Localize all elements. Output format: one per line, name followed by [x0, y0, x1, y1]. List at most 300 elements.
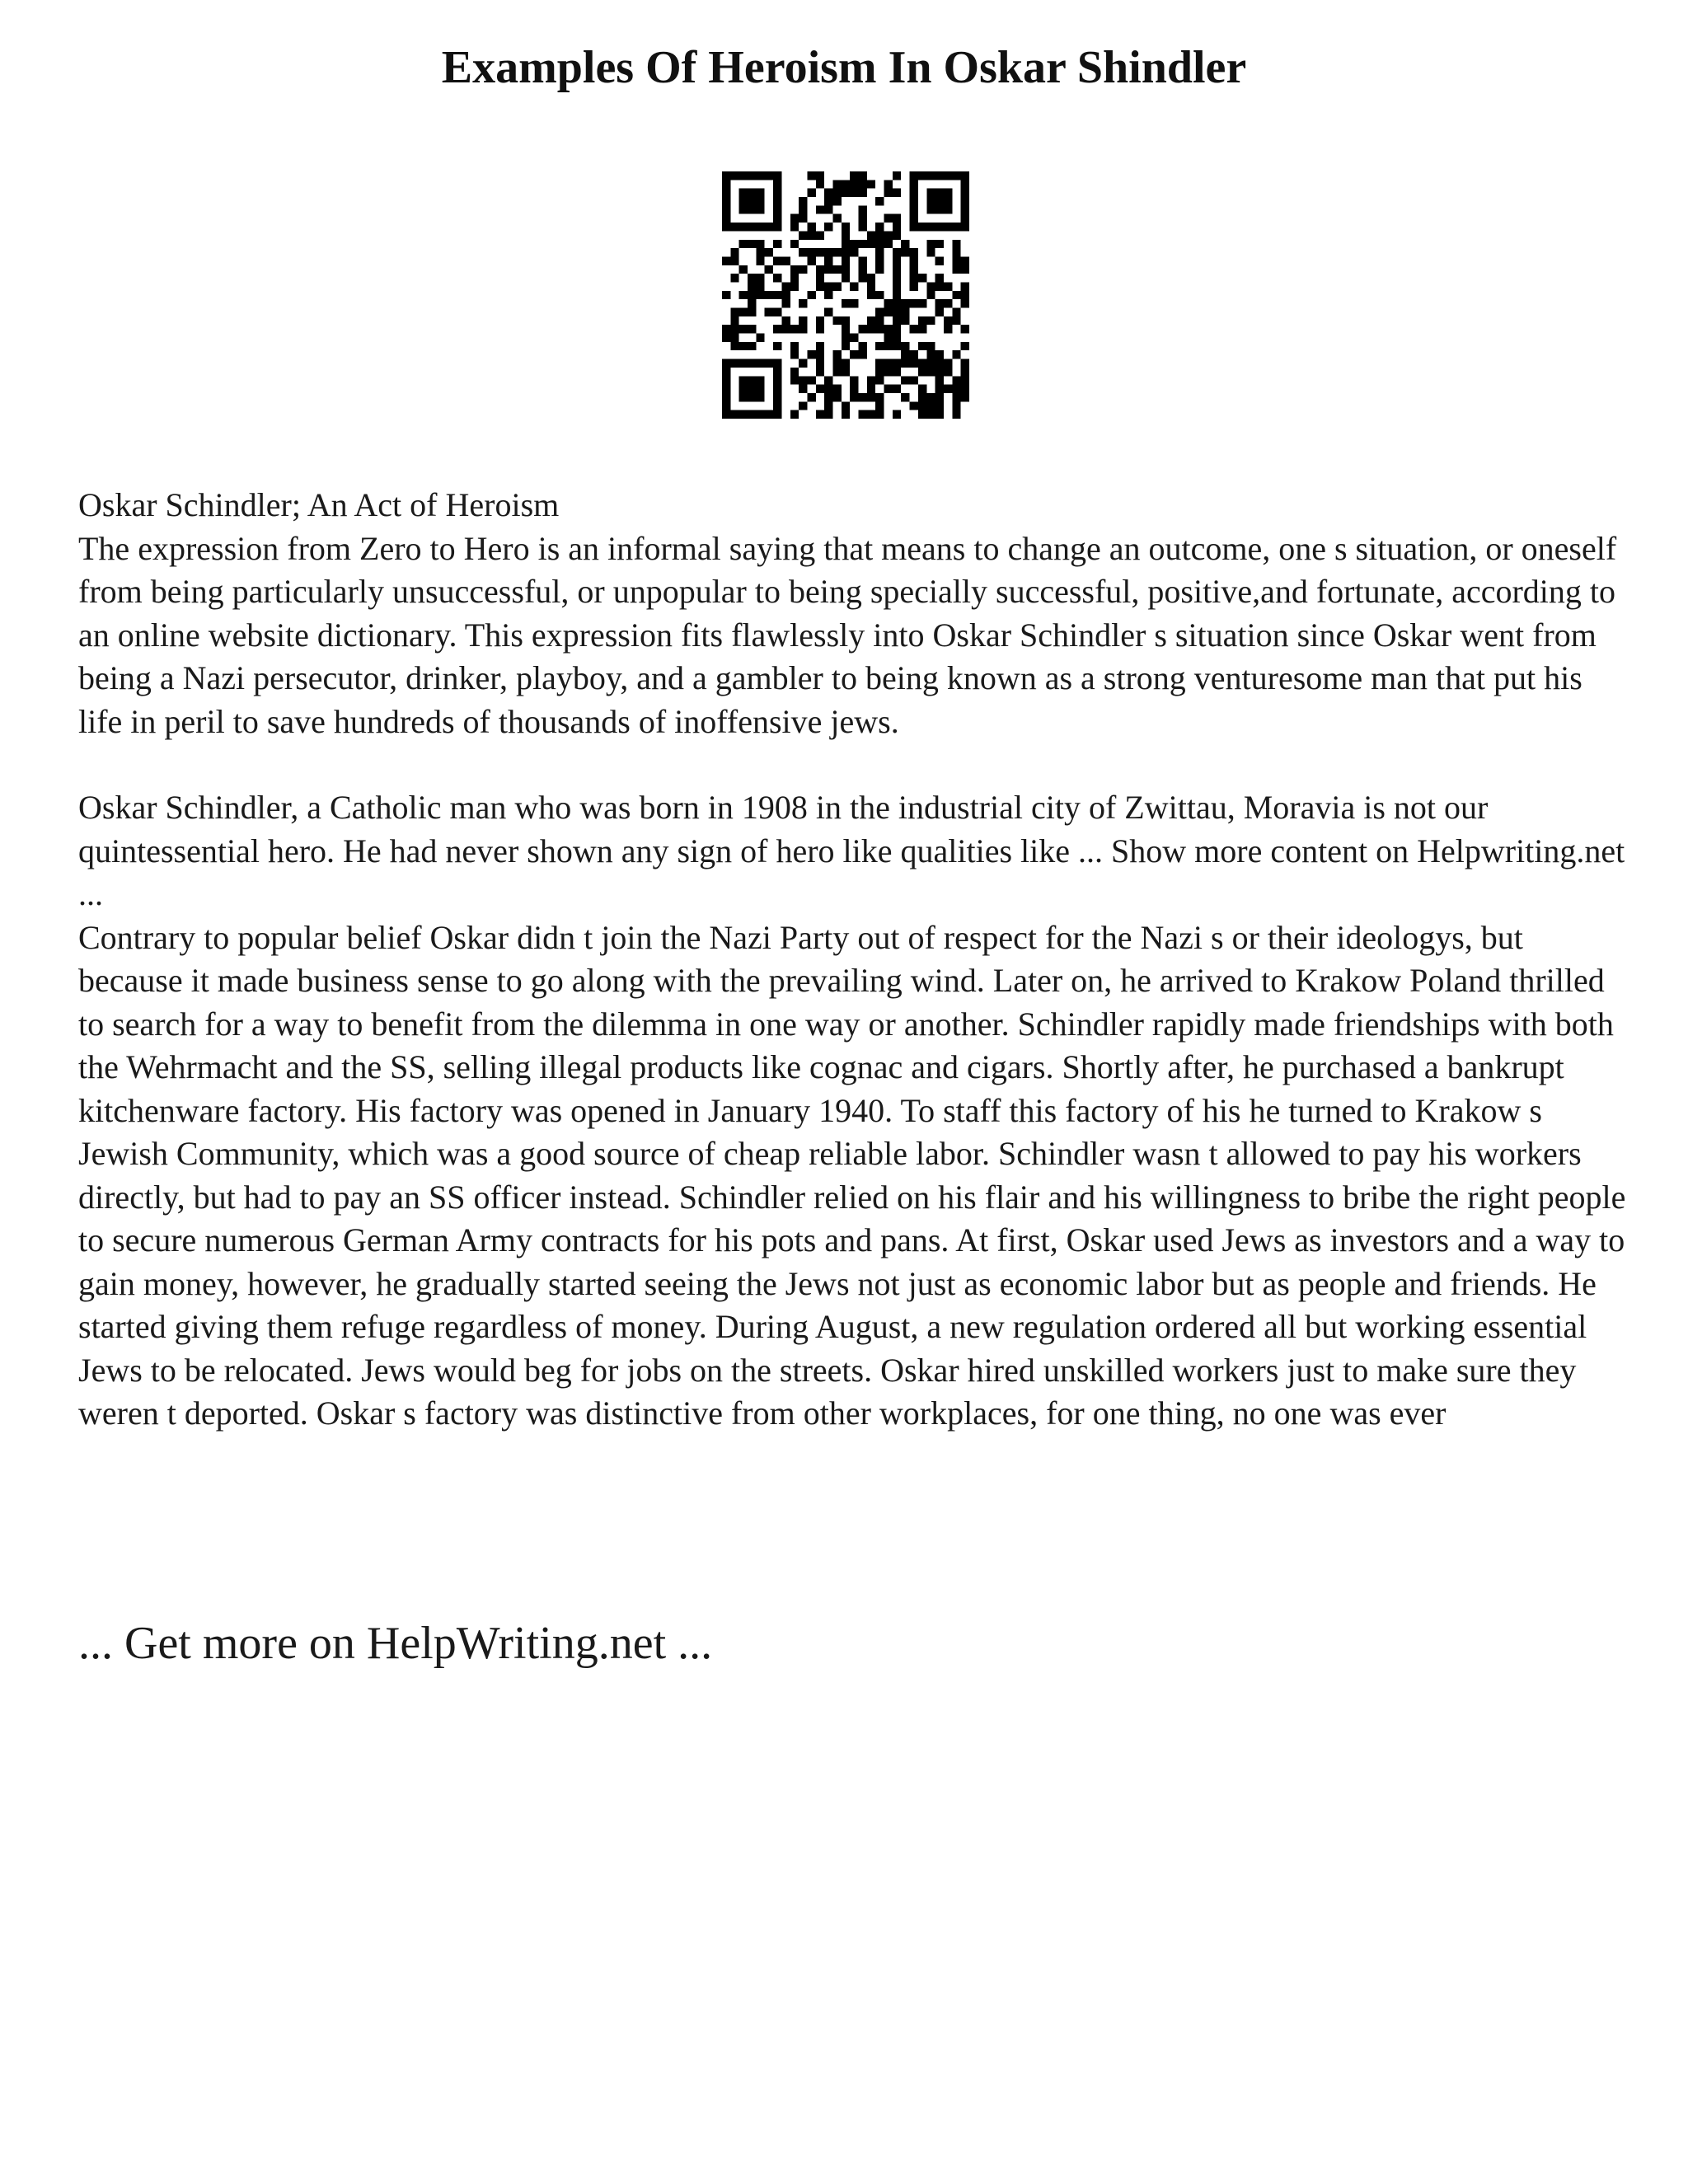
- qr-module: [961, 291, 969, 299]
- qr-module: [730, 410, 738, 419]
- qr-module: [910, 214, 918, 223]
- qr-module: [739, 205, 748, 213]
- qr-module: [765, 248, 773, 256]
- qr-module: [859, 350, 867, 359]
- qr-module: [926, 205, 935, 213]
- qr-module: [952, 401, 960, 410]
- qr-module: [799, 299, 807, 307]
- qr-module: [832, 385, 841, 393]
- qr-module: [730, 334, 738, 342]
- qr-module: [893, 189, 901, 197]
- qr-module: [961, 368, 969, 376]
- qr-module: [961, 223, 969, 231]
- qr-module: [884, 180, 893, 188]
- qr-module: [756, 410, 764, 419]
- qr-module: [859, 410, 867, 419]
- qr-module: [893, 308, 901, 316]
- qr-module: [722, 359, 730, 368]
- qr-module: [884, 214, 893, 223]
- qr-module: [816, 325, 824, 333]
- qr-module: [773, 180, 781, 188]
- qr-module: [824, 205, 832, 213]
- qr-module: [910, 205, 918, 213]
- qr-module: [875, 376, 884, 384]
- qr-module: [935, 350, 944, 359]
- qr-module: [952, 171, 960, 180]
- qr-module: [893, 368, 901, 376]
- qr-module: [893, 256, 901, 265]
- qr-module: [850, 393, 858, 401]
- qr-module: [884, 308, 893, 316]
- qr-module: [773, 189, 781, 197]
- qr-module: [910, 274, 918, 282]
- qr-module: [832, 359, 841, 368]
- qr-module: [722, 325, 730, 333]
- qr-module: [926, 171, 935, 180]
- qr-module: [850, 350, 858, 359]
- qr-module: [799, 401, 807, 410]
- qr-module: [790, 350, 799, 359]
- qr-module: [816, 368, 824, 376]
- qr-module: [859, 393, 867, 401]
- qr-module: [859, 342, 867, 350]
- qr-module: [926, 240, 935, 248]
- qr-module: [807, 350, 815, 359]
- qr-module: [867, 385, 875, 393]
- qr-module: [935, 368, 944, 376]
- qr-module: [816, 171, 824, 180]
- qr-module: [901, 342, 909, 350]
- qr-module: [773, 376, 781, 384]
- qr-module: [910, 282, 918, 290]
- qr-module: [748, 299, 756, 307]
- qr-module: [748, 308, 756, 316]
- qr-module: [910, 171, 918, 180]
- qr-module: [790, 410, 799, 419]
- qr-module: [807, 256, 815, 265]
- qr-module: [918, 223, 926, 231]
- qr-module: [739, 410, 748, 419]
- qr-module: [918, 316, 926, 325]
- qr-module: [952, 316, 960, 325]
- qr-module: [944, 359, 952, 368]
- qr-module: [918, 385, 926, 393]
- qr-module: [859, 180, 867, 188]
- qr-module: [730, 274, 738, 282]
- qr-module: [756, 291, 764, 299]
- qr-module: [901, 393, 909, 401]
- qr-module: [765, 223, 773, 231]
- qr-module: [756, 197, 764, 205]
- qr-module: [935, 401, 944, 410]
- qr-module: [944, 223, 952, 231]
- qr-module: [756, 205, 764, 213]
- qr-module: [722, 189, 730, 197]
- qr-module: [918, 359, 926, 368]
- qr-module: [832, 282, 841, 290]
- qr-module: [935, 359, 944, 368]
- qr-module: [722, 214, 730, 223]
- qr-module: [926, 282, 935, 290]
- qr-module: [884, 231, 893, 239]
- document-body: [78, 484, 1628, 1436]
- qr-module: [893, 248, 901, 256]
- qr-module: [910, 223, 918, 231]
- qr-module: [910, 189, 918, 197]
- qr-module: [773, 359, 781, 368]
- qr-module: [824, 401, 832, 410]
- qr-module: [807, 248, 815, 256]
- qr-module: [824, 385, 832, 393]
- qr-module: [773, 291, 781, 299]
- get-more-link[interactable]: ... Get more on HelpWriting.net ...: [78, 1618, 713, 1669]
- qr-module: [748, 240, 756, 248]
- qr-module: [781, 325, 790, 333]
- qr-module: [773, 214, 781, 223]
- qr-module: [935, 282, 944, 290]
- qr-module: [799, 265, 807, 274]
- paragraph-spacer: [78, 743, 1628, 786]
- qr-module: [901, 299, 909, 307]
- qr-module: [842, 189, 850, 197]
- qr-module: [918, 410, 926, 419]
- qr-module: [850, 248, 858, 256]
- qr-module: [756, 385, 764, 393]
- qr-module: [739, 223, 748, 231]
- qr-module: [952, 223, 960, 231]
- qr-module: [926, 368, 935, 376]
- qr-module: [926, 197, 935, 205]
- qr-module: [730, 316, 738, 325]
- qr-module: [952, 240, 960, 248]
- qr-module: [884, 334, 893, 342]
- qr-module: [884, 342, 893, 350]
- qr-module: [935, 299, 944, 307]
- qr-module: [842, 359, 850, 368]
- qr-module: [730, 248, 738, 256]
- qr-module: [910, 248, 918, 256]
- qr-module: [893, 299, 901, 307]
- qr-module: [824, 308, 832, 316]
- qr-module: [807, 223, 815, 231]
- qr-module: [952, 376, 960, 384]
- qr-module: [875, 316, 884, 325]
- qr-module: [893, 231, 901, 239]
- qr-module: [901, 240, 909, 248]
- qr-module: [961, 393, 969, 401]
- qr-module: [832, 350, 841, 359]
- qr-module: [730, 308, 738, 316]
- qr-module: [807, 189, 815, 197]
- qr-module: [816, 342, 824, 350]
- qr-module: [901, 376, 909, 384]
- qr-module: [790, 325, 799, 333]
- qr-module: [867, 393, 875, 401]
- qr-module: [910, 325, 918, 333]
- qr-module: [765, 171, 773, 180]
- qr-module: [832, 316, 841, 325]
- qr-module: [926, 316, 935, 325]
- qr-module: [875, 359, 884, 368]
- qr-module: [875, 410, 884, 419]
- qr-module: [748, 282, 756, 290]
- qr-module: [773, 393, 781, 401]
- qr-module: [722, 385, 730, 393]
- qr-module: [756, 256, 764, 265]
- qr-module: [790, 214, 799, 223]
- qr-module: [756, 359, 764, 368]
- qr-module: [850, 240, 858, 248]
- qr-module: [859, 256, 867, 265]
- qr-module: [893, 410, 901, 419]
- qr-module: [901, 316, 909, 325]
- section-heading: Oskar Schindler; An Act of Heroism: [78, 486, 560, 523]
- qr-module: [773, 256, 781, 265]
- qr-module: [816, 205, 824, 213]
- qr-module: [824, 393, 832, 401]
- qr-module: [739, 197, 748, 205]
- qr-module: [790, 223, 799, 231]
- qr-module: [799, 197, 807, 205]
- qr-module: [859, 274, 867, 282]
- qr-module: [893, 171, 901, 180]
- qr-code-icon: [722, 171, 969, 419]
- qr-module: [935, 393, 944, 401]
- qr-module: [961, 265, 969, 274]
- qr-module: [926, 248, 935, 256]
- qr-module: [842, 256, 850, 265]
- qr-module: [910, 256, 918, 265]
- qr-module: [816, 231, 824, 239]
- qr-module: [739, 359, 748, 368]
- qr-module: [824, 410, 832, 419]
- qr-module: [961, 205, 969, 213]
- qr-module: [850, 334, 858, 342]
- qr-module: [875, 325, 884, 333]
- page-title: Examples Of Heroism In Oskar Shindler: [441, 42, 1247, 93]
- qr-module: [756, 189, 764, 197]
- qr-module: [748, 342, 756, 350]
- qr-module: [799, 359, 807, 368]
- qr-module: [765, 410, 773, 419]
- qr-module: [816, 180, 824, 188]
- qr-module: [893, 334, 901, 342]
- qr-module: [910, 197, 918, 205]
- qr-module: [722, 368, 730, 376]
- qr-module: [867, 291, 875, 299]
- qr-module: [944, 197, 952, 205]
- qr-module: [799, 316, 807, 325]
- qr-module: [816, 274, 824, 282]
- qr-module: [773, 171, 781, 180]
- qr-module: [790, 342, 799, 350]
- qr-module: [875, 265, 884, 274]
- qr-module: [832, 368, 841, 376]
- qr-module: [756, 240, 764, 248]
- qr-module: [926, 189, 935, 197]
- qr-module: [781, 282, 790, 290]
- qr-module: [748, 325, 756, 333]
- qr-module: [926, 291, 935, 299]
- qr-module: [875, 291, 884, 299]
- qr-module: [748, 205, 756, 213]
- qr-module: [807, 393, 815, 401]
- qr-module: [961, 282, 969, 290]
- qr-module: [935, 274, 944, 282]
- qr-module: [875, 248, 884, 256]
- qr-module: [952, 385, 960, 393]
- qr-module: [910, 299, 918, 307]
- qr-module: [773, 410, 781, 419]
- qr-module: [773, 385, 781, 393]
- qr-module: [867, 180, 875, 188]
- qr-module: [867, 231, 875, 239]
- qr-module: [799, 248, 807, 256]
- qr-module: [722, 197, 730, 205]
- qr-module: [935, 223, 944, 231]
- qr-module: [773, 308, 781, 316]
- qr-module: [910, 350, 918, 359]
- qr-module: [893, 316, 901, 325]
- qr-module: [884, 385, 893, 393]
- qr-module: [952, 291, 960, 299]
- qr-module: [799, 376, 807, 384]
- qr-module: [748, 385, 756, 393]
- qr-module: [824, 256, 832, 265]
- paragraph-intro: The expression from Zero to Hero is an informal saying that means to change an outcome, one s situation, or oneself from being particularly unsuccessful, or unpopular to being specially successful, positive,and fortunate, according to an online website dictionary. This expression fits flawlessly into Oskar Schindler s situation since Oskar went from being a Nazi persecutor, drinker, playboy, and a gambler to being known as a strong venturesome man that put his life in peril to save hundreds of thousands of inoffensive jews.: [78, 529, 1617, 740]
- qr-module: [952, 410, 960, 419]
- qr-module: [859, 325, 867, 333]
- qr-module: [875, 401, 884, 410]
- qr-module: [926, 350, 935, 359]
- qr-module: [961, 325, 969, 333]
- qr-module: [832, 265, 841, 274]
- qr-module: [867, 240, 875, 248]
- qr-module: [748, 410, 756, 419]
- qr-module: [850, 180, 858, 188]
- qr-module: [773, 342, 781, 350]
- qr-module: [807, 291, 815, 299]
- qr-module: [756, 274, 764, 282]
- qr-module: [799, 231, 807, 239]
- qr-module: [918, 393, 926, 401]
- qr-module: [739, 308, 748, 316]
- qr-module: [901, 248, 909, 256]
- qr-module: [893, 214, 901, 223]
- qr-module: [952, 265, 960, 274]
- qr-module: [867, 410, 875, 419]
- qr-module: [893, 359, 901, 368]
- qr-module: [832, 180, 841, 188]
- qr-module: [935, 171, 944, 180]
- qr-module: [884, 240, 893, 248]
- qr-module: [935, 205, 944, 213]
- qr-module: [842, 368, 850, 376]
- qr-module: [859, 171, 867, 180]
- qr-module: [816, 350, 824, 359]
- qr-module: [850, 385, 858, 393]
- qr-module: [910, 359, 918, 368]
- qr-module: [893, 265, 901, 274]
- qr-module: [867, 325, 875, 333]
- qr-module: [961, 342, 969, 350]
- qr-module: [722, 393, 730, 401]
- qr-module: [765, 359, 773, 368]
- qr-module: [935, 308, 944, 316]
- qr-module: [773, 205, 781, 213]
- qr-module: [926, 393, 935, 401]
- qr-module: [910, 376, 918, 384]
- qr-module: [875, 256, 884, 265]
- qr-module: [935, 410, 944, 419]
- qr-module: [842, 180, 850, 188]
- qr-module: [722, 180, 730, 188]
- qr-module: [832, 197, 841, 205]
- qr-module: [875, 308, 884, 316]
- qr-module: [824, 265, 832, 274]
- qr-module: [961, 171, 969, 180]
- qr-module: [944, 282, 952, 290]
- qr-module: [935, 197, 944, 205]
- qr-module: [952, 256, 960, 265]
- qr-module: [842, 316, 850, 325]
- qr-module: [935, 385, 944, 393]
- qr-module: [730, 171, 738, 180]
- qr-module: [867, 282, 875, 290]
- qr-module: [859, 214, 867, 223]
- qr-module: [824, 197, 832, 205]
- qr-module: [748, 189, 756, 197]
- qr-module: [842, 334, 850, 342]
- qr-module: [722, 223, 730, 231]
- qr-module: [875, 197, 884, 205]
- qr-module: [875, 342, 884, 350]
- qr-module: [850, 171, 858, 180]
- qr-module: [756, 223, 764, 231]
- qr-module: [807, 231, 815, 239]
- qr-module: [756, 248, 764, 256]
- qr-module: [739, 171, 748, 180]
- qr-module: [773, 325, 781, 333]
- qr-module: [893, 282, 901, 290]
- qr-module: [842, 240, 850, 248]
- qr-module: [944, 385, 952, 393]
- qr-module: [961, 214, 969, 223]
- qr-module: [773, 401, 781, 410]
- qr-module: [935, 376, 944, 384]
- qr-module: [790, 368, 799, 376]
- qr-module: [926, 401, 935, 410]
- qr-module: [884, 189, 893, 197]
- qr-module: [884, 299, 893, 307]
- qr-module: [722, 291, 730, 299]
- qr-module: [824, 248, 832, 256]
- qr-module: [961, 180, 969, 188]
- qr-module: [842, 274, 850, 282]
- qr-module: [952, 248, 960, 256]
- qr-module: [816, 282, 824, 290]
- qr-module: [824, 282, 832, 290]
- qr-module: [893, 223, 901, 231]
- qr-module: [799, 385, 807, 393]
- qr-module: [842, 342, 850, 350]
- qr-module: [773, 274, 781, 282]
- qr-module: [926, 410, 935, 419]
- qr-module: [952, 350, 960, 359]
- qr-module: [867, 274, 875, 282]
- qr-module: [961, 359, 969, 368]
- qr-module: [842, 299, 850, 307]
